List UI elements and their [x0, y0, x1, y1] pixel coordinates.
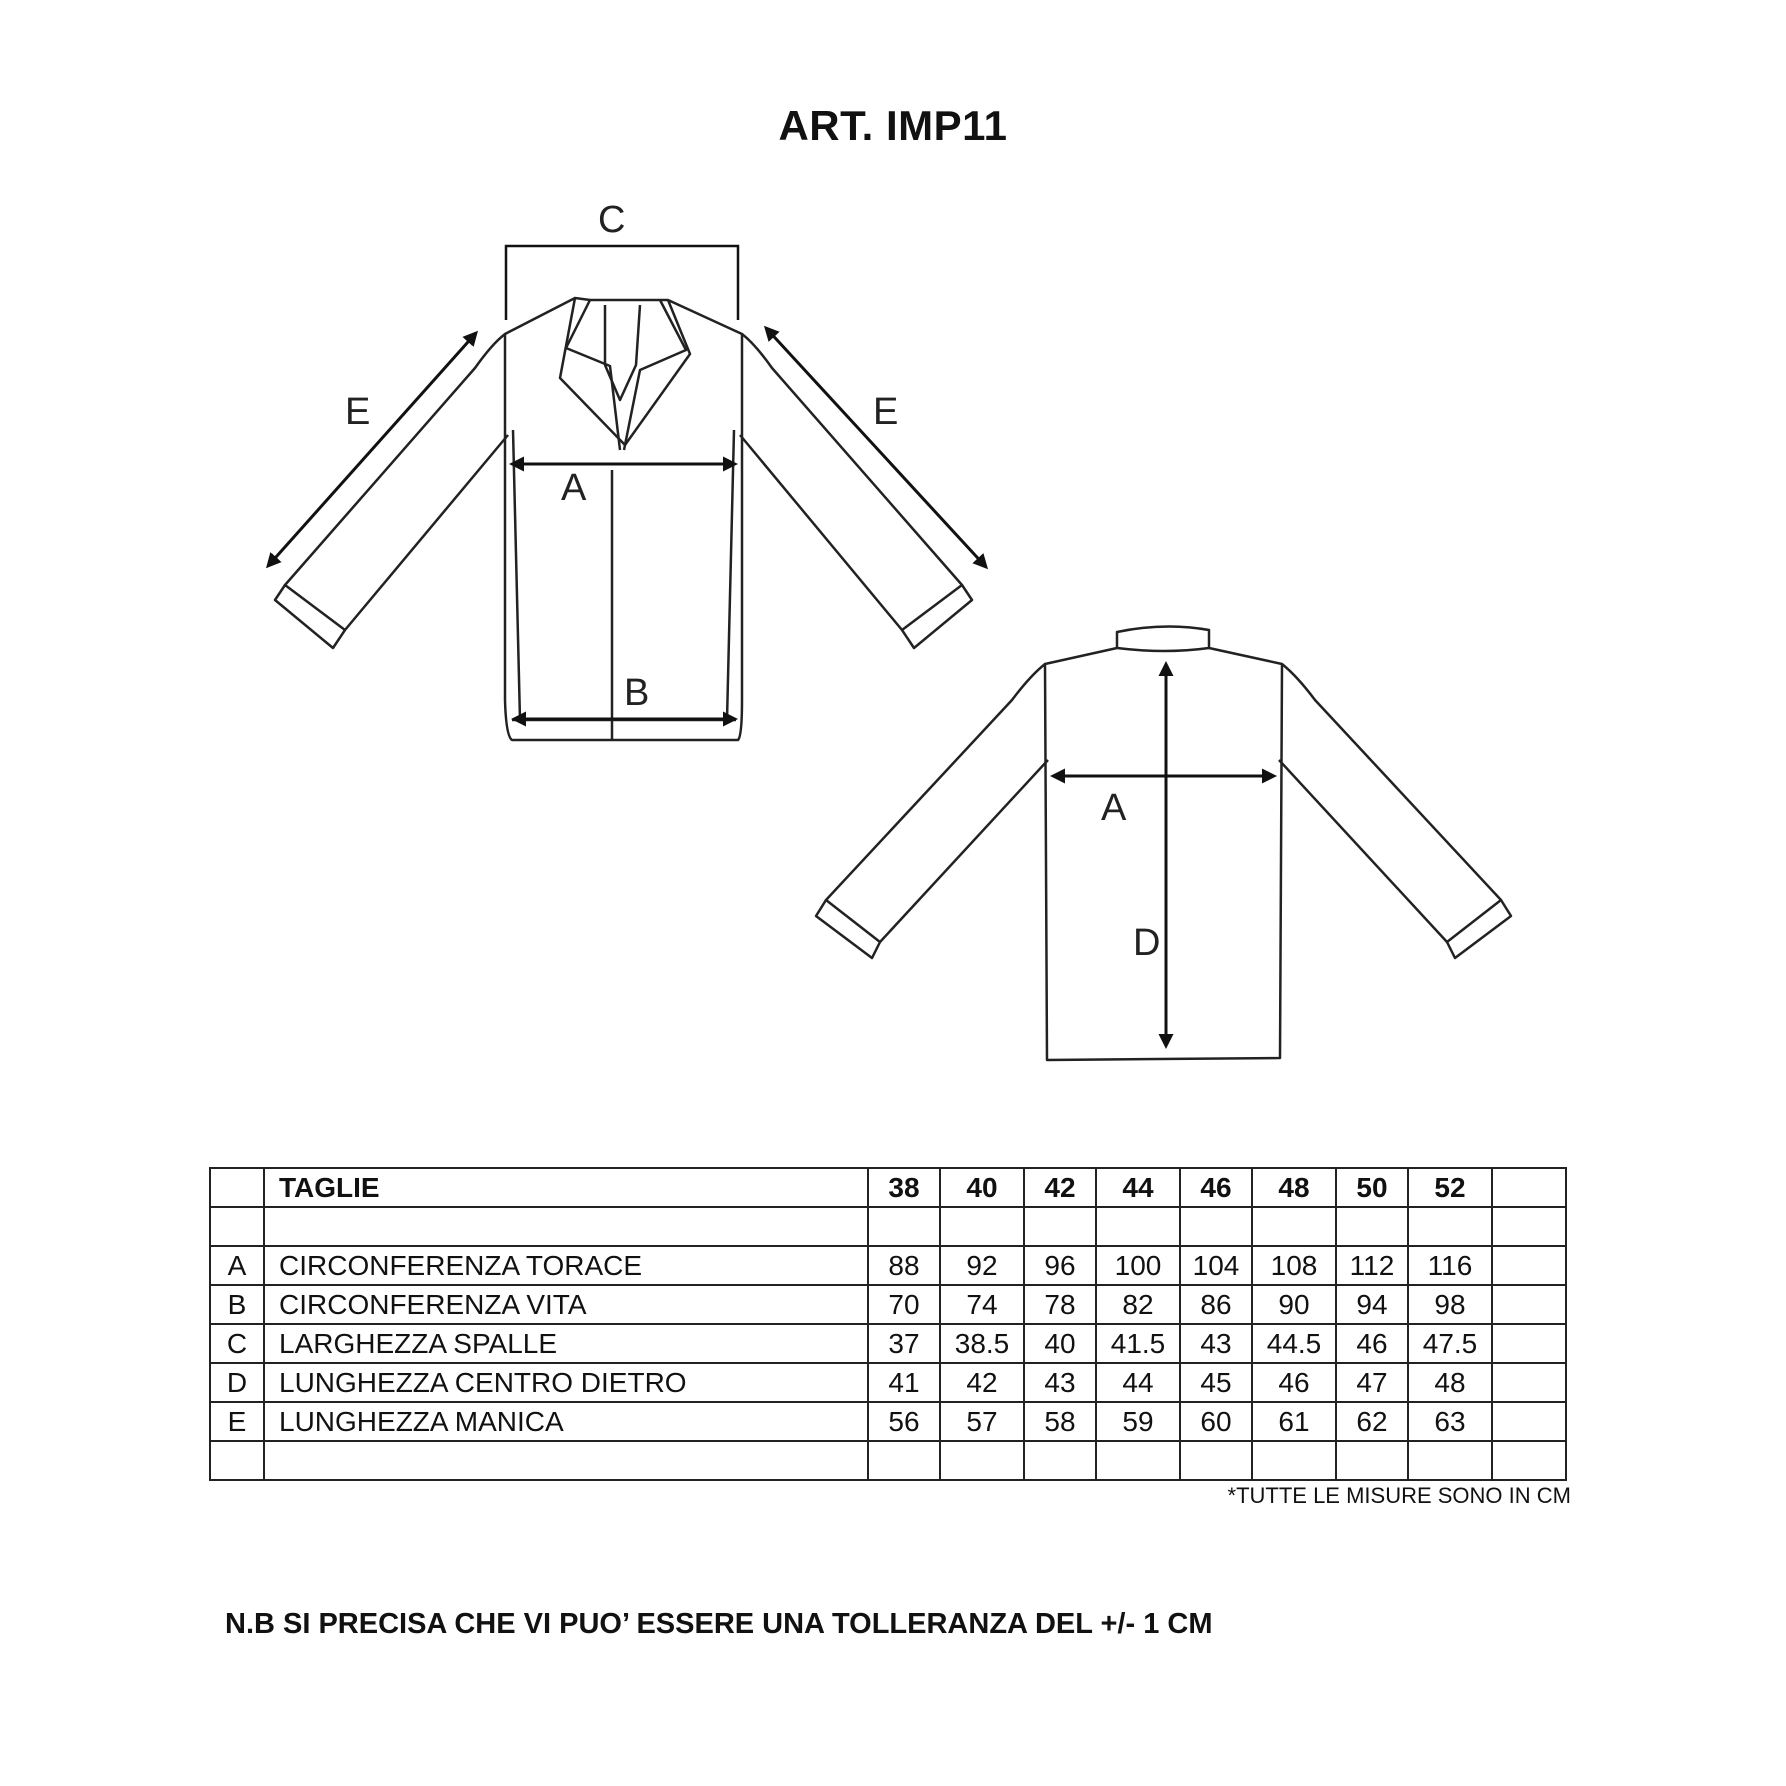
back-left-cuff	[816, 900, 880, 958]
row-value: 46	[1336, 1324, 1408, 1363]
table-row	[210, 1363, 1566, 1402]
table-header-row	[210, 1168, 1566, 1207]
row-value: 56	[868, 1402, 940, 1441]
table-cell	[1492, 1168, 1566, 1207]
table-empty-row	[210, 1207, 1566, 1246]
label-e-right: E	[873, 391, 899, 433]
tolerance-note: N.B SI PRECISA CHE VI PUO’ ESSERE UNA TOLLERANZA DEL +/- 1 CM	[225, 1608, 1213, 1640]
row-value: 88	[868, 1246, 940, 1285]
row-value: 43	[1024, 1363, 1096, 1402]
row-value: 42	[940, 1363, 1024, 1402]
table-row	[210, 1402, 1566, 1441]
table-cell	[210, 1168, 264, 1207]
units-note: *TUTTE LE MISURE SONO IN CM	[1227, 1483, 1571, 1508]
label-b-front: B	[624, 672, 650, 714]
row-value: 44	[1096, 1363, 1180, 1402]
row-value: 43	[1180, 1324, 1252, 1363]
row-value: 82	[1096, 1285, 1180, 1324]
article-title: ART. IMP11	[778, 102, 1008, 149]
label-a-back: A	[1101, 787, 1127, 829]
size-header: 48	[1252, 1168, 1336, 1207]
label-a-front: A	[561, 467, 587, 509]
row-value: 44.5	[1252, 1324, 1336, 1363]
row-key: A	[210, 1246, 264, 1285]
measure-c-line	[506, 246, 738, 320]
row-name: LUNGHEZZA CENTRO DIETRO	[264, 1363, 868, 1402]
row-value: 41	[868, 1363, 940, 1402]
table-row	[210, 1324, 1566, 1363]
table-cell	[1492, 1363, 1566, 1402]
row-value: 98	[1408, 1285, 1492, 1324]
row-value: 63	[1408, 1402, 1492, 1441]
row-value: 41.5	[1096, 1324, 1180, 1363]
row-value: 104	[1180, 1246, 1252, 1285]
table-cell	[1492, 1324, 1566, 1363]
label-d: D	[1133, 922, 1161, 964]
row-name: CIRCONFERENZA VITA	[264, 1285, 868, 1324]
size-header: 42	[1024, 1168, 1096, 1207]
size-table	[209, 1167, 1567, 1481]
back-body-outline	[1045, 648, 1282, 1060]
row-value: 38.5	[940, 1324, 1024, 1363]
row-value: 108	[1252, 1246, 1336, 1285]
row-key: B	[210, 1285, 264, 1324]
measure-e-right-line	[766, 328, 986, 567]
row-value: 59	[1096, 1402, 1180, 1441]
row-value: 45	[1180, 1363, 1252, 1402]
row-value: 74	[940, 1285, 1024, 1324]
front-left-cuff	[275, 585, 345, 648]
size-header: 40	[940, 1168, 1024, 1207]
front-right-sleeve	[740, 334, 962, 630]
front-left-sleeve	[285, 334, 508, 630]
front-shirt-inner	[605, 305, 640, 400]
row-value: 116	[1408, 1246, 1492, 1285]
row-value: 112	[1336, 1246, 1408, 1285]
table-cell	[1492, 1285, 1566, 1324]
row-name: LUNGHEZZA MANICA	[264, 1402, 868, 1441]
size-header: 50	[1336, 1168, 1408, 1207]
table-cell	[1492, 1246, 1566, 1285]
row-value: 90	[1252, 1285, 1336, 1324]
size-header: 44	[1096, 1168, 1180, 1207]
back-measurements	[1053, 664, 1274, 1046]
row-value: 92	[940, 1246, 1024, 1285]
front-right-cuff	[902, 585, 972, 648]
row-value: 78	[1024, 1285, 1096, 1324]
row-value: 62	[1336, 1402, 1408, 1441]
row-value: 57	[940, 1402, 1024, 1441]
row-key: D	[210, 1363, 264, 1402]
size-header: 52	[1408, 1168, 1492, 1207]
row-value: 37	[868, 1324, 940, 1363]
measure-e-left-line	[268, 333, 476, 566]
table-row	[210, 1285, 1566, 1324]
row-value: 46	[1252, 1363, 1336, 1402]
row-value: 47	[1336, 1363, 1408, 1402]
label-c: C	[598, 199, 626, 241]
back-collar	[1117, 626, 1209, 651]
row-name: CIRCONFERENZA TORACE	[264, 1246, 868, 1285]
size-header: 38	[868, 1168, 940, 1207]
row-value: 96	[1024, 1246, 1096, 1285]
front-right-seam	[727, 430, 734, 720]
table-row	[210, 1246, 1566, 1285]
back-left-sleeve	[826, 664, 1048, 942]
front-lapel-left	[566, 300, 620, 450]
row-value: 40	[1024, 1324, 1096, 1363]
row-key: E	[210, 1402, 264, 1441]
row-value: 70	[868, 1285, 940, 1324]
row-value: 94	[1336, 1285, 1408, 1324]
back-right-sleeve	[1279, 664, 1501, 942]
back-right-cuff	[1447, 900, 1511, 958]
row-value: 61	[1252, 1402, 1336, 1441]
back-jacket	[816, 626, 1511, 1060]
row-value: 48	[1408, 1363, 1492, 1402]
table-empty-row	[210, 1441, 1566, 1480]
front-left-seam	[513, 430, 520, 720]
row-value: 100	[1096, 1246, 1180, 1285]
row-value: 47.5	[1408, 1324, 1492, 1363]
row-key: C	[210, 1324, 264, 1363]
label-e-left: E	[345, 391, 371, 433]
table-header-label: TAGLIE	[264, 1168, 868, 1207]
row-value: 60	[1180, 1402, 1252, 1441]
row-value: 58	[1024, 1402, 1096, 1441]
table-cell	[1492, 1402, 1566, 1441]
row-value: 86	[1180, 1285, 1252, 1324]
size-header: 46	[1180, 1168, 1252, 1207]
row-name: LARGHEZZA SPALLE	[264, 1324, 868, 1363]
